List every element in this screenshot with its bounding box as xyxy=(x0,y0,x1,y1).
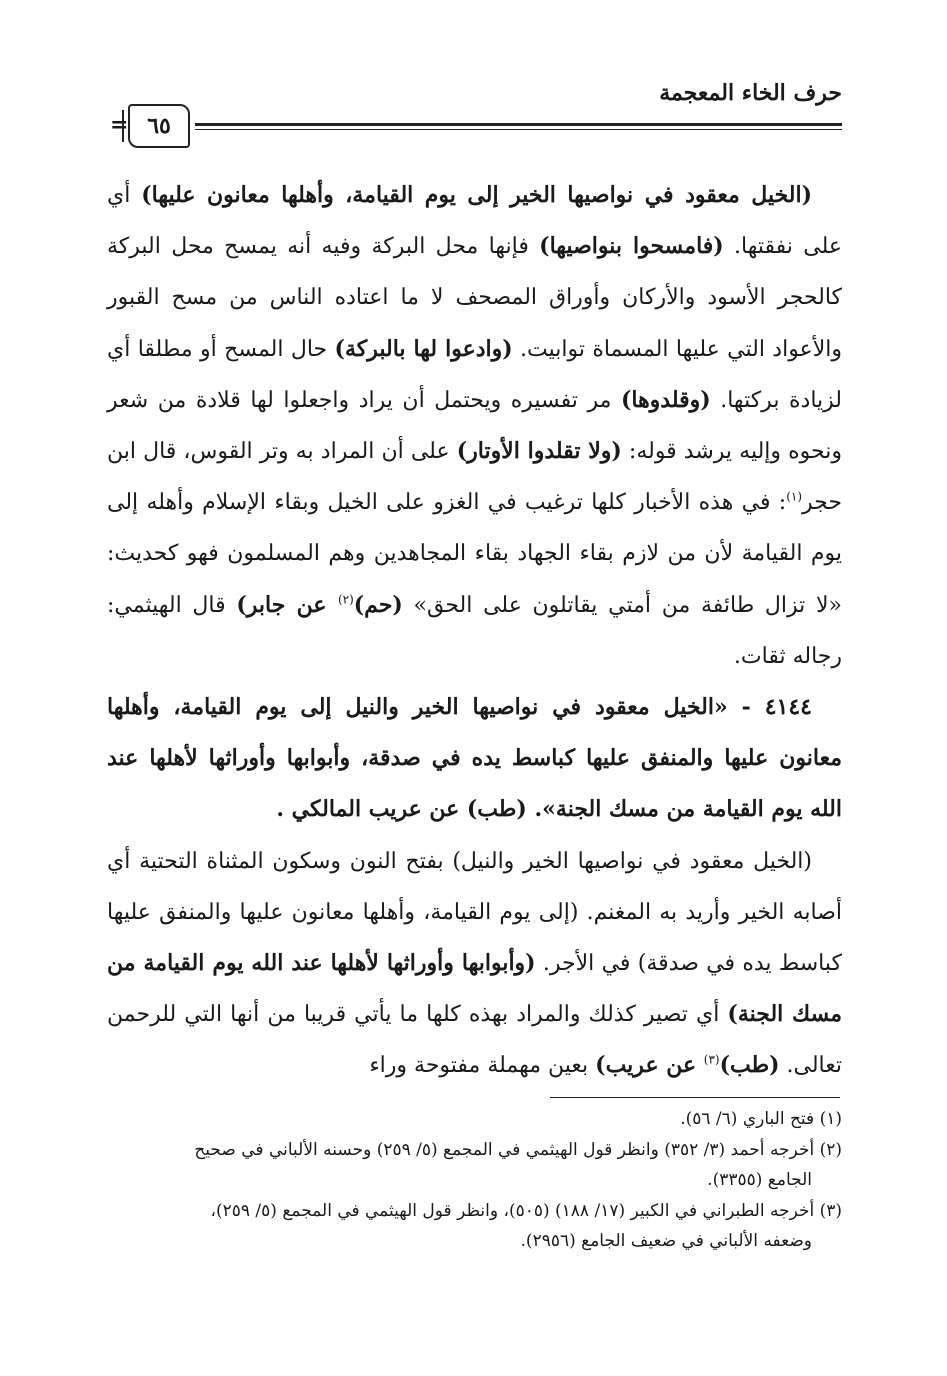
commentary-text: حال المسح أو مطلقا أي لزيادة بركتها. xyxy=(107,336,842,413)
footnote-ref[interactable]: (٣) xyxy=(703,1053,720,1068)
matn-quote: (وأبوابها وأوراثها لأهلها عند الله يوم القيامة من مسك الجنة) xyxy=(107,950,842,1028)
matn-quote: (فامسحوا بنواصيها) xyxy=(539,233,724,260)
commentary-text: مر تفسيره ويحتمل أن يراد واجعلوا لها قلادة من شعر ونحوه وإليه يرشد قوله: xyxy=(107,387,842,465)
header-rule-thin xyxy=(195,129,842,130)
footnote-3: (٣) أخرجه الطبراني في الكبير (١٧/ ١٨٨) (٥٠٥)، وانظر قول الهيثمي في المجمع (٥/ ٢٥٩)، xyxy=(210,1200,842,1221)
footnotes xyxy=(107,1104,842,1257)
footnote-ref[interactable]: (٢) xyxy=(337,592,354,607)
hadith-text: «الخيل معقود في نواصيها الخير والنيل إلى يوم القيامة، وأهلها معانون عليها والمنفق عليها كباسط يده في صدقة، وأبوابها وأوراثها لأهلها عند الله يوم القيامة من مسك الجنة». (طب) عن عريب المالكي . xyxy=(107,694,842,823)
header-rule xyxy=(195,123,842,126)
footnote-ref[interactable]: (١) xyxy=(786,489,803,504)
footnote-1: (١) فتح الباري (٦/ ٥٦). xyxy=(680,1109,842,1129)
narrator: عن عريب) xyxy=(595,1052,704,1079)
source-code: (طب) xyxy=(719,1052,780,1079)
commentary-text: أي تصير كذلك والمراد بهذه كلها ما يأتي قريبا من أنها التي للرحمن تعالى. xyxy=(107,1002,842,1079)
hadith-number: ٤١٤٤ - xyxy=(741,694,812,721)
commentary-text: بفتح النون وسكون المثناة التحتية أي أصابه الخير وأريد به المغنم. (إلى يوم القيامة، وأهلها معانون عليها والمنفق عليها كباسط يده في صدقة) في الأجر. xyxy=(107,848,842,977)
main-text xyxy=(107,170,842,1092)
commentary-paragraph-2 xyxy=(107,836,842,1092)
matn-quote: (الخيل معقود في نواصيها الخير والنيل) xyxy=(452,848,812,874)
hadith-entry xyxy=(107,682,842,836)
page-number xyxy=(128,104,190,148)
page-number-text: ٦٥ xyxy=(147,113,171,139)
footnote-3-continued: وضعفه الألباني في ضعيف الجامع (٢٩٥٦). xyxy=(520,1231,812,1251)
source-code: (حم) xyxy=(353,591,403,618)
narrator: عن جابر) xyxy=(236,591,338,618)
matn-quote: (ولا تقلدوا الأوتار) xyxy=(456,438,622,465)
commentary-text: : في هذه الأخبار كلها ترغيب في الغزو على الخيل وبقاء الإسلام وأهله إلى يوم القيامة لأن من لازم بقاء الجهاد بقاء المجاهدين وهم المسلمون فهو كحديث: «لا تزال طائفة من أمتي يقاتلون على الحق» xyxy=(107,490,842,618)
commentary-text: على أن المراد به وتر القوس، قال ابن حجر xyxy=(107,439,842,516)
running-title: حرف الخاء المعجمة xyxy=(659,80,842,106)
commentary-text: بعين مهملة مفتوحة وراء xyxy=(369,1053,596,1079)
commentary-text: أي على نفقتها. xyxy=(107,183,842,260)
commentary-text: فإنها محل البركة وفيه أنه يمسح محل البركة كالحجر الأسود والأركان وأوراق المصحف لا ما اعتاده الناس من مسح القبور والأعواد التي عليها المسماة توابيت. xyxy=(107,234,842,362)
matn-quote: (وادعوا لها بالبركة) xyxy=(334,335,513,362)
matn-quote: (وقلدوها) xyxy=(620,386,711,413)
commentary-paragraph-1 xyxy=(107,170,842,682)
footnote-2: (٢) أخرجه أحمد (٣/ ٣٥٢) وانظر قول الهيثمي في المجمع (٥/ ٢٥٩) وحسنه الألباني في صحيح xyxy=(194,1139,842,1160)
header-marker: = xyxy=(110,112,129,138)
matn-quote: (الخيل معقود في نواصيها الخير إلى يوم القيامة، وأهلها معانون عليها) xyxy=(141,182,813,208)
footnote-2-continued: الجامع (٣٣٥٥). xyxy=(707,1170,812,1190)
commentary-text: قال الهيثمي: رجاله ثقات. xyxy=(107,592,842,669)
footnote-separator xyxy=(550,1097,840,1098)
